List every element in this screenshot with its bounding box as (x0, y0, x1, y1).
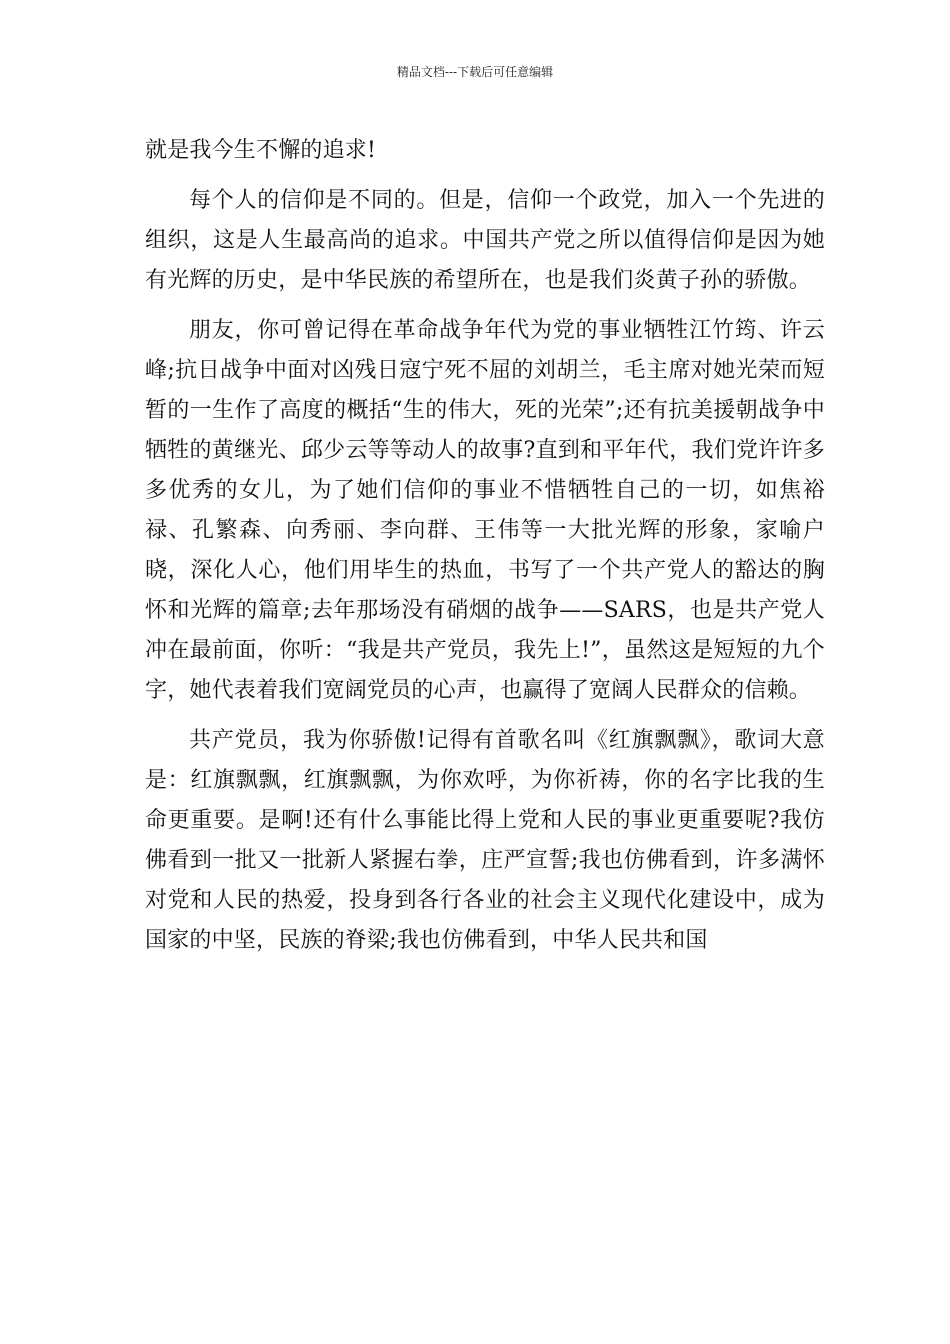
paragraph-1: 就是我今生不懈的追求! (145, 138, 377, 163)
document-body (145, 131, 825, 971)
page-header: 精品文档---下载后可任意编辑 (396, 65, 554, 79)
paragraph-2: 每个人的信仰是不同的。但是，信仰一个政党，加入一个先进的组织，这是人生最高尚的追求。中国共产党之所以值得信仰是因为她有光辉的历史，是中华民族的希望所在，也是我们炎黄子孙的骄傲。 (145, 188, 825, 293)
paragraph-4: 共产党员，我为你骄傲!记得有首歌名叫《红旗飘飘》，歌词大意是：红旗飘飘，红旗飘飘，为你欢呼，为你祈祷，你的名字比我的生命更重要。是啊!还有什么事能比得上党和人民的事业更重要呢?我仿佛看到一批又一批新人紧握右拳，庄严宣誓;我也仿佛看到，许多满怀对党和人民的热爱，投身到各行各业的社会主义现代化建设中，成为国家的中坚，民族的脊梁;我也仿佛看到，中华人民共和国 (145, 728, 825, 953)
paragraph-3: 朋友，你可曾记得在革命战争年代为党的事业牺牲江竹筠、许云峰;抗日战争中面对凶残日寇宁死不屈的刘胡兰，毛主席对她光荣而短暂的一生作了高度的概括“生的伟大，死的光荣”;还有抗美援朝战争中牺牲的黄继光、邱少云等等动人的故事?直到和平年代，我们党许许多多优秀的女儿，为了她们信仰的事业不惜牺牲自己的一切，如焦裕禄、孔繁森、向秀丽、李向群、王伟等一大批光辉的形象，家喻户晓，深化人心，他们用毕生的热血，书写了一个共产党人的豁达的胸怀和光辉的篇章;去年那场没有硝烟的战争——SARS，也是共产党人冲在最前面，你听：“我是共产党员，我先上!”，虽然这是短短的九个字，她代表着我们宽阔党员的心声，也赢得了宽阔人民群众的信赖。 (145, 318, 825, 703)
